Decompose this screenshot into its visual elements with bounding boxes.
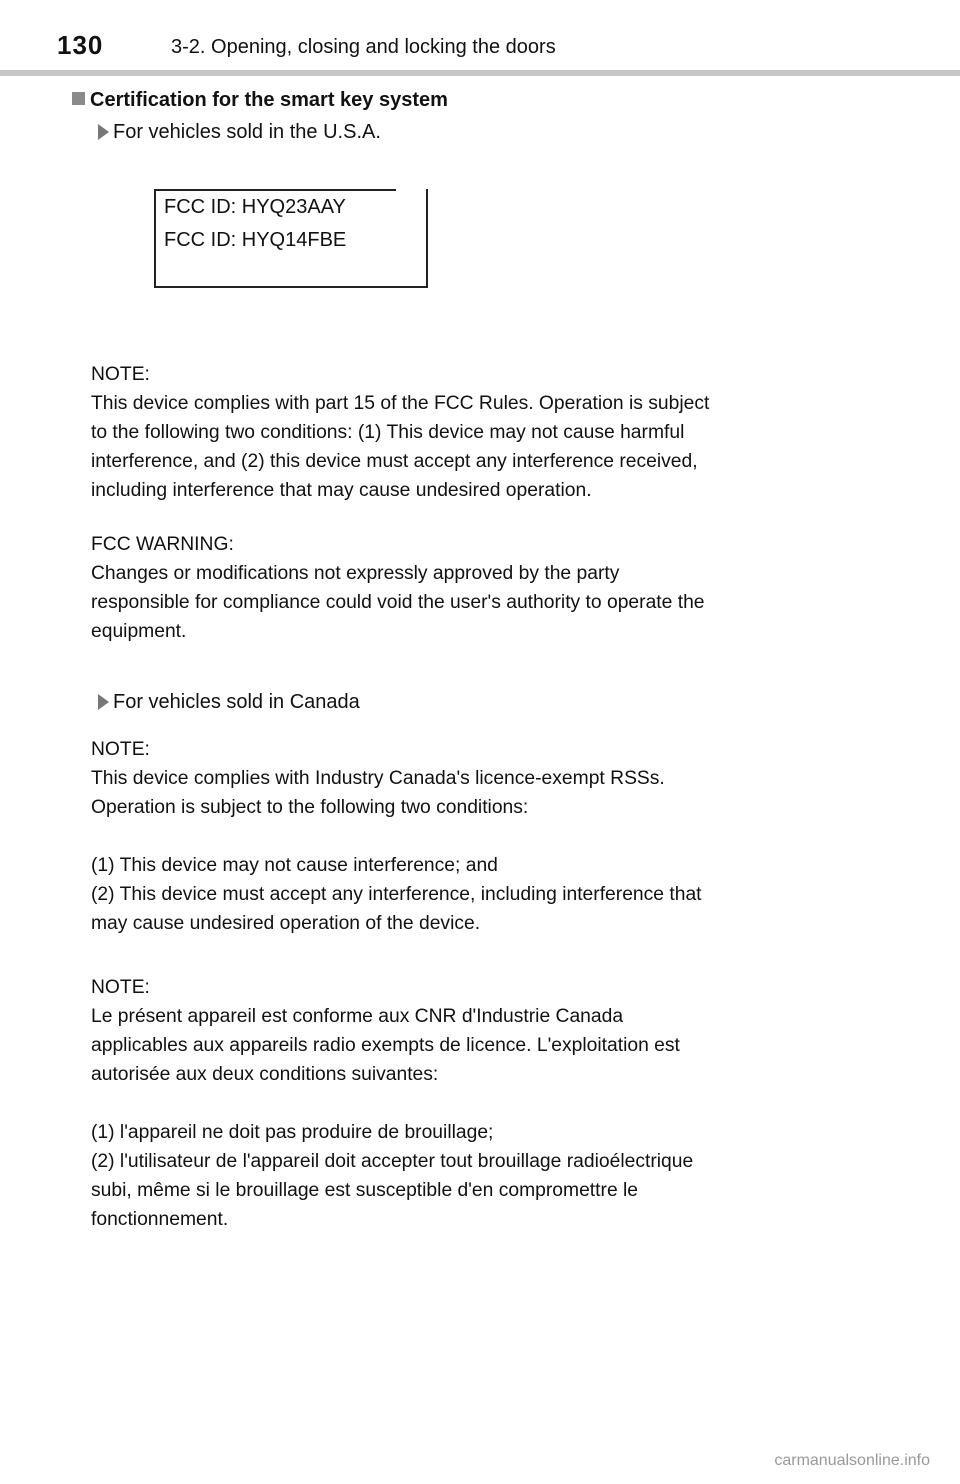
- canada-heading-text: For vehicles sold in Canada: [113, 691, 360, 713]
- fcc-id-2: FCC ID: HYQ14FBE: [164, 229, 347, 251]
- text-line: Operation is subject to the following two conditions:: [91, 797, 529, 818]
- fcc-id-1: FCC ID: HYQ23AAY: [164, 196, 346, 218]
- canada-note-fr: [91, 973, 693, 1234]
- text-line: responsible for compliance could void the user's authority to operate the: [91, 592, 705, 613]
- section-title: [72, 89, 448, 112]
- watermark: carmanualsonline.info: [774, 1452, 930, 1469]
- triangle-bullet-icon: [98, 694, 109, 710]
- section-title-text: Certification for the smart key system: [90, 89, 448, 111]
- text-line: Changes or modifications not expressly approved by the party: [91, 563, 620, 584]
- text-line: NOTE:: [91, 977, 150, 998]
- text-line: (2) This device must accept any interference, including interference that: [91, 884, 702, 905]
- text-line: (2) l'utilisateur de l'appareil doit accepter tout brouillage radioélectrique: [91, 1151, 694, 1172]
- usa-note: [91, 360, 709, 505]
- text-line: fonctionnement.: [91, 1209, 229, 1230]
- page-number: 130: [57, 30, 104, 60]
- text-line: including interference that may cause undesired operation.: [91, 480, 592, 501]
- text-line: autorisée aux deux conditions suivantes:: [91, 1064, 439, 1085]
- text-line: This device complies with Industry Canada's licence-exempt RSSs.: [91, 768, 665, 789]
- text-line: subi, même si le brouillage est susceptible d'en compromettre le: [91, 1180, 639, 1201]
- text-line: NOTE:: [91, 364, 150, 385]
- text-line: to the following two conditions: (1) This device may not cause harmful: [91, 422, 685, 443]
- chapter-title: 3-2. Opening, closing and locking the doors: [171, 36, 556, 58]
- text-line: interference, and (2) this device must accept any interference received,: [91, 451, 698, 472]
- text-line: FCC WARNING:: [91, 534, 234, 555]
- square-bullet-icon: [72, 92, 85, 105]
- canada-heading: [98, 691, 360, 714]
- fcc-id-label-box: [154, 189, 428, 288]
- triangle-bullet-icon: [98, 124, 109, 140]
- text-line: (1) This device may not cause interference; and: [91, 855, 498, 876]
- text-line: (1) l'appareil ne doit pas produire de brouillage;: [91, 1122, 494, 1143]
- text-line: equipment.: [91, 621, 187, 642]
- usa-heading: [98, 121, 381, 144]
- text-line: NOTE:: [91, 739, 150, 760]
- text-line: Le présent appareil est conforme aux CNR d'Industrie Canada: [91, 1006, 624, 1027]
- usa-heading-text: For vehicles sold in the U.S.A.: [113, 121, 381, 143]
- fcc-warning: [91, 530, 705, 646]
- header-divider: [0, 70, 960, 76]
- text-line: This device complies with part 15 of the FCC Rules. Operation is subject: [91, 393, 710, 414]
- canada-note-en: [91, 735, 702, 938]
- text-line: applicables aux appareils radio exempts de licence. L'exploitation est: [91, 1035, 680, 1056]
- text-line: may cause undesired operation of the device.: [91, 913, 481, 934]
